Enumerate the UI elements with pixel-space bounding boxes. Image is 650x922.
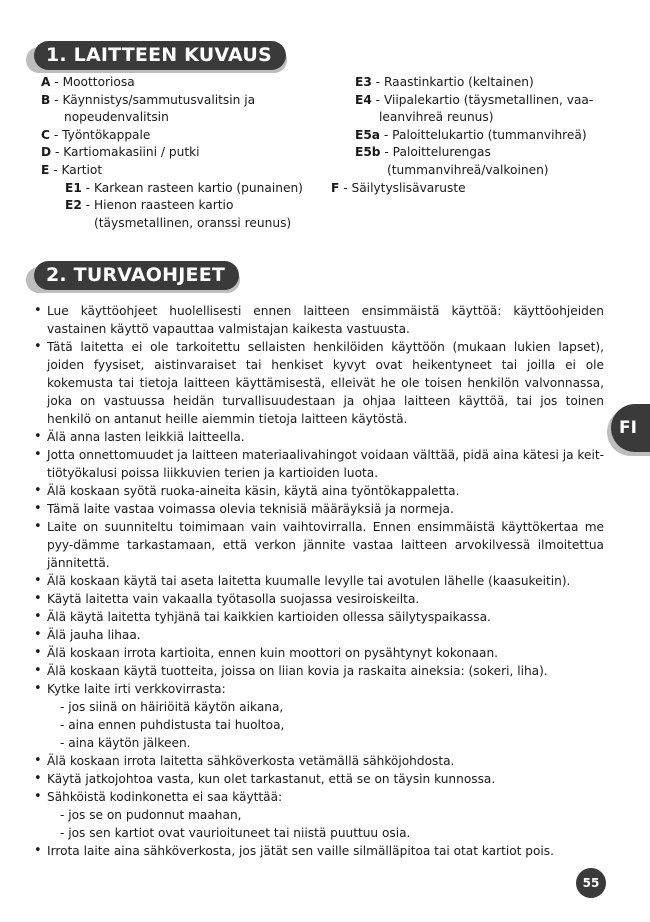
safety-item: • Älä käytä laitetta tyhjänä tai kaikkien kartioiden ollessa säilytyspaikassa. bbox=[34, 608, 604, 626]
part-item: C - Työntökappale bbox=[41, 127, 151, 142]
part-item: E - Kartiot bbox=[41, 162, 103, 177]
section-1-heading: 1. LAITTEEN KUVAUS bbox=[34, 41, 286, 70]
safety-item: • Jotta onnettomuudet ja laitteen materiaalivahingot voidaan välttää, pidä aina kätesi ja keit-tiötyökalusi poissa liikkuvien terien ja kartioiden luota. bbox=[34, 446, 604, 482]
safety-subitem: - jos sen kartiot ovat vaurioituneet tai niistä puuttuu osia. bbox=[60, 826, 411, 840]
safety-subitem: - jos siinä on häiriöitä käytön aikana, bbox=[60, 700, 284, 714]
part-subitem-continued: (täysmetallinen, oranssi reunus) bbox=[94, 215, 292, 230]
safety-item: • Älä koskaan käytä tuotteita, joissa on liian kovia ja raskaita aineksia: (sokeri, liha). bbox=[34, 662, 604, 680]
safety-item: • Älä koskaan syötä ruoka-aineita käsin, käytä aina työntökappaletta. bbox=[34, 482, 604, 500]
part-item: A - Moottoriosa bbox=[41, 75, 135, 89]
section-2-heading: 2. TURVAOHJEET bbox=[34, 261, 239, 290]
safety-item: • Älä koskaan irrota laitetta sähköverkosta vetämällä sähköjohdosta. bbox=[34, 752, 604, 770]
safety-item: • Käytä laitetta vain vakaalla työtasolla suojassa vesiroiskeilta. bbox=[34, 590, 604, 608]
safety-item: • Laite on suunniteltu toimimaan vain vaihtovirralla. Ennen ensimmäistä käyttökertaa me pyy-dämme tarkastamaan, että verkon jännite vastaa laitteen arvokilvessä ilmoitettua jännitettä. bbox=[34, 518, 604, 572]
parts-list-right bbox=[331, 74, 593, 197]
language-tab: FI bbox=[611, 404, 650, 452]
part-subitem: E4 - Viipalekartio (täysmetallinen, vaa- bbox=[355, 92, 594, 107]
safety-item: • Käytä jatkojohtoa vasta, kun olet tarkastanut, että se on täysin kunnossa. bbox=[34, 770, 604, 788]
part-subitem: E5b - Paloittelurengas bbox=[355, 145, 491, 160]
part-subitem: E3 - Raastinkartio (keltainen) bbox=[355, 75, 534, 89]
part-subitem-continued: (tummanvihreä/valkoinen) bbox=[387, 162, 549, 177]
part-item: B - Käynnistys/sammutusvalitsin ja bbox=[41, 92, 256, 107]
safety-item: • Älä anna lasten leikkiä laitteella. bbox=[34, 428, 604, 446]
safety-subitem: - aina käytön jälkeen. bbox=[60, 736, 191, 750]
parts-list-left bbox=[41, 74, 303, 232]
safety-item: • Älä jauha lihaa. bbox=[34, 626, 604, 644]
safety-instructions-list bbox=[34, 302, 604, 860]
part-subitem: E5a - Paloittelukartio (tummanvihreä) bbox=[355, 127, 587, 142]
part-item-continued: nopeudenvalitsin bbox=[64, 110, 169, 125]
safety-item: • Lue käyttöohjeet huolellisesti ennen laitteen ensimmäistä käyttöä: käyttöohjeiden vastainen käyttö vapauttaa valmistajan kaikesta vastuusta. bbox=[34, 302, 604, 338]
safety-item: • Kytke laite irti verkkovirrasta: bbox=[34, 680, 604, 698]
part-subitem: E2 - Hienon raasteen kartio bbox=[65, 198, 234, 213]
safety-item: • Sähköistä kodinkonetta ei saa käyttää: bbox=[34, 788, 604, 806]
safety-item: • Älä koskaan käytä tai aseta laitetta kuumalle levylle tai avotulen lähelle (kaasukeitin). bbox=[34, 572, 604, 590]
safety-item: • Tämä laite vastaa voimassa olevia teknisiä määräyksiä ja normeja. bbox=[34, 500, 604, 518]
safety-subitem: - aina ennen puhdistusta tai huoltoa, bbox=[60, 718, 285, 732]
part-item: F - Säilytyslisävaruste bbox=[331, 180, 466, 195]
safety-item: • Irrota laite aina sähköverkosta, jos jätät sen vaille silmälläpitoa tai otat kartiot pois. bbox=[34, 842, 604, 860]
part-subitem-continued: leanvihreä reunus) bbox=[379, 110, 494, 125]
safety-subitem: - jos se on pudonnut maahan, bbox=[60, 808, 242, 822]
safety-item: • Älä koskaan irrota kartioita, ennen kuin moottori on pysähtynyt kokonaan. bbox=[34, 644, 604, 662]
safety-item: • Tätä laitetta ei ole tarkoitettu sellaisten henkilöiden käyttöön (mukaan lukien lapset), joiden fyysiset, aistinvaraiset tai henkiset kyvyt ovat heikentyneet tai joilla ei ole kokemusta tai tietoja laitteen käyttämisestä, elleivät he ole toisen henkilön valvonnassa, joka on vastuussa heidän turvallisuudestaan ja ohjaa laitteen käyttöä, tai jos toinen henkilö on antanut heille aiemmin tietoja laitteen käytöstä. bbox=[34, 338, 604, 428]
page-number: 55 bbox=[576, 868, 606, 898]
part-item: D - Kartiomakasiini / putki bbox=[41, 145, 200, 160]
part-subitem: E1 - Karkean rasteen kartio (punainen) bbox=[65, 180, 303, 195]
